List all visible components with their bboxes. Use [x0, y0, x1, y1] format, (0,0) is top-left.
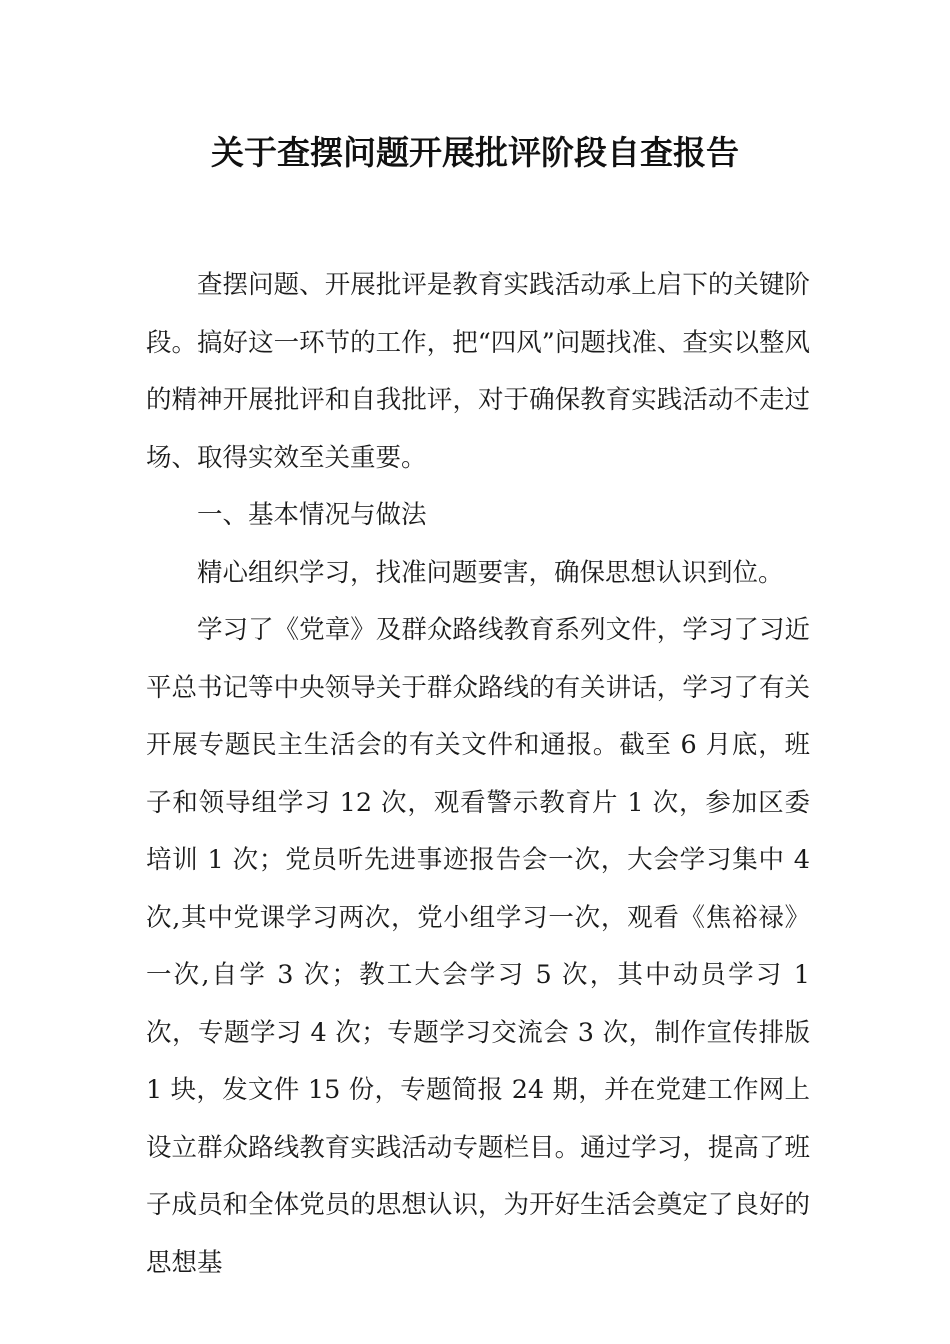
section-heading: 一、基本情况与做法 [197, 500, 427, 530]
paragraph-subheading: 精心组织学习，找准问题要害，确保思想认识到位。 [197, 557, 784, 588]
document-body [146, 257, 810, 1292]
paragraph-intro: 查摆问题、开展批评是教育实践活动承上启下的关键阶段。搞好这一环节的工作，把“四风”问题找准、查实以整风的精神开展批评和自我批评，对于确保教育实践活动不走过场、取得实效至关重要。 [146, 270, 810, 473]
paragraph-study-details: 学习了《党章》及群众路线教育系列文件，学习了习近平总书记等中央领导关于群众路线的有关讲话，学习了有关开展专题民主生活会的有关文件和通报。截至 6 月底，班子和领导组学习 12 次，观看警示教育片 1 次，参加区委培训 1 次；党员听先进事迹报告会一次，大会学习集中 4 次,其中党课学习两次，党小组学习一次，观看《焦裕禄》一次,自学 3 次；教工大会学习 5 次，其中动员学习 1 次，专题学习 4 次；专题学习交流会 3 次，制作宣传排版 1 块，发文件 15 份，专题简报 24 期，并在党建工作网上设立群众路线教育实践活动专题栏目。通过学习，提高了班子成员和全体党员的思想认识，为开好生活会奠定了良好的思想基 [146, 615, 810, 1278]
document-title: 关于查摆问题开展批评阶段自查报告 [211, 133, 739, 172]
